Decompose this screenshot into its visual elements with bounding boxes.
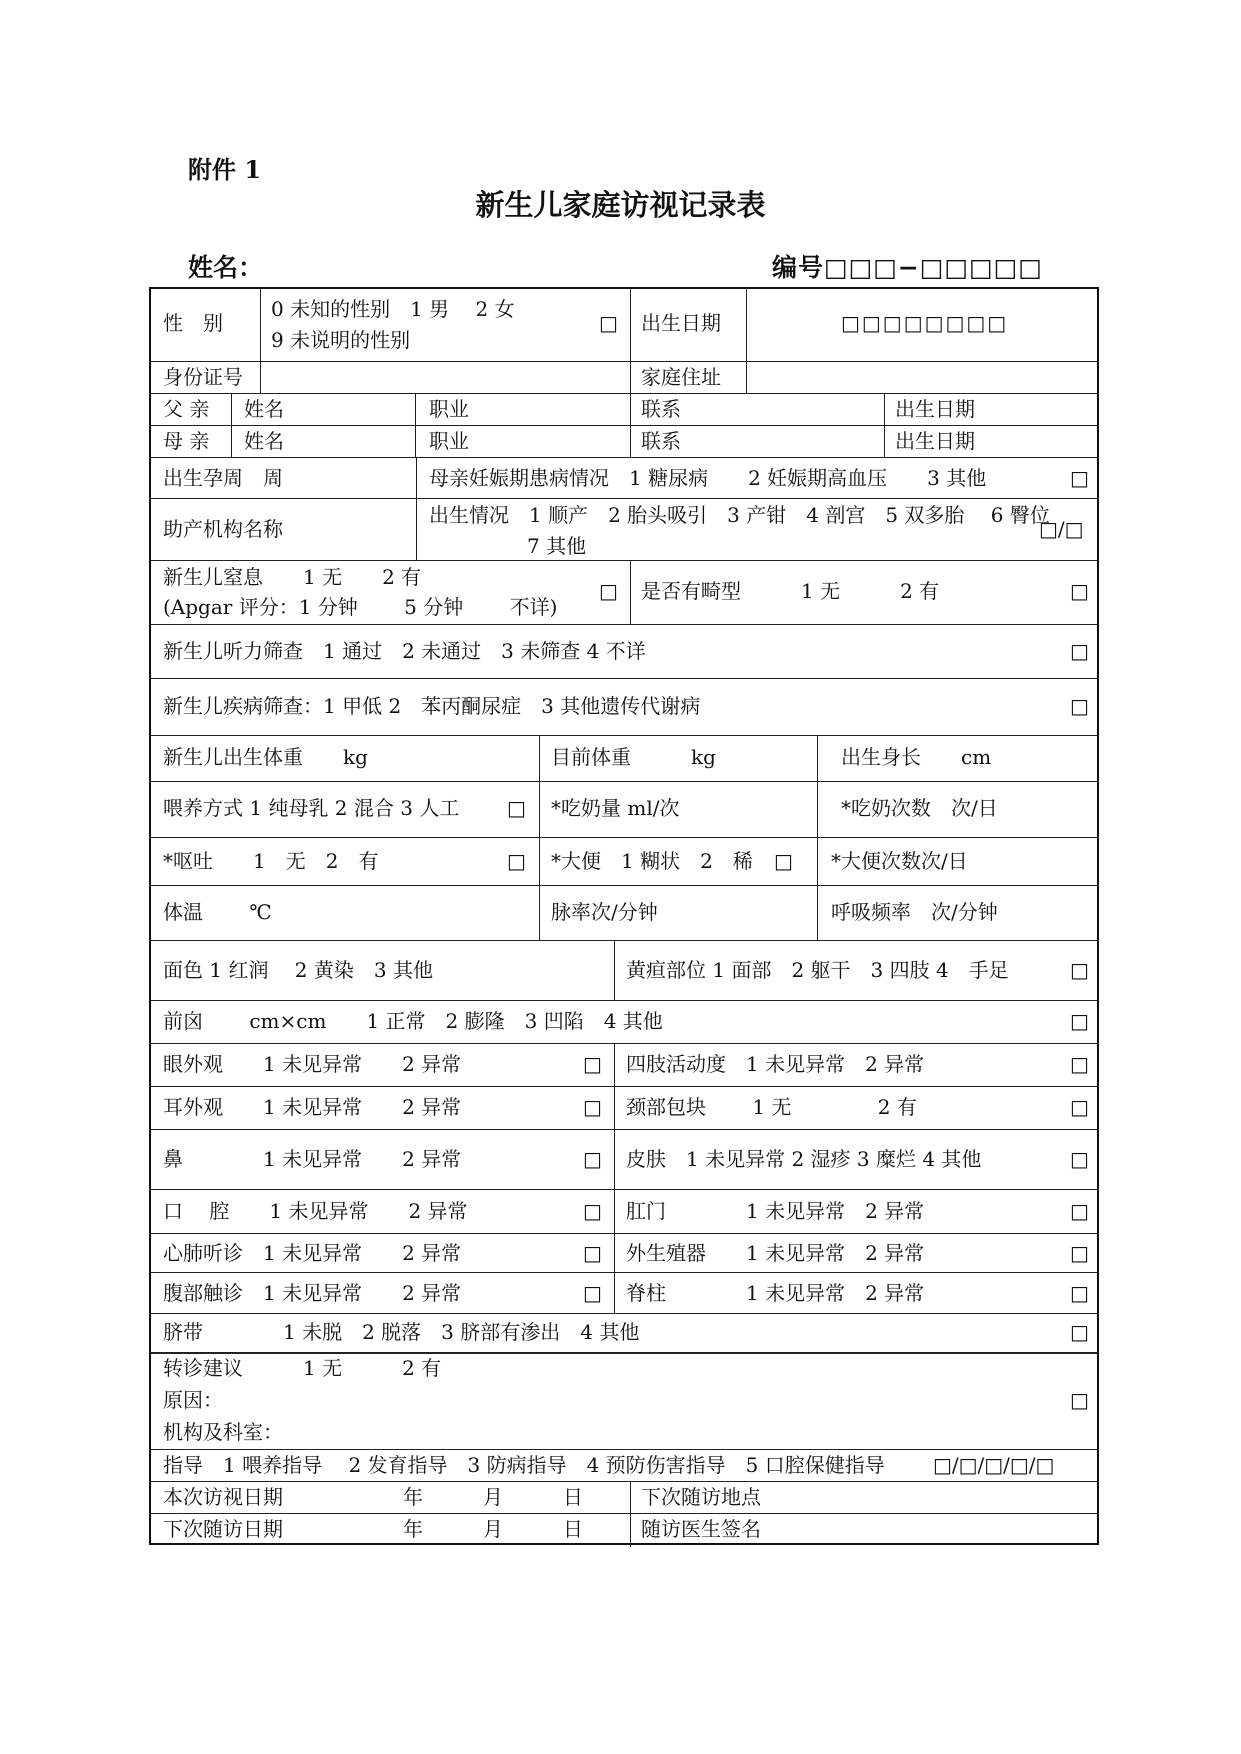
mother-contact-label: 联系 bbox=[641, 429, 681, 453]
heart-lung-label: 心肺听诊 1 未见异常 2 异常 bbox=[163, 1241, 462, 1265]
col-divider bbox=[630, 393, 631, 457]
serial-number: 编号□□□−□□□□□ bbox=[772, 253, 1043, 282]
skin-label: 皮肤 1 未见异常 2 湿疹 3 糜烂 4 其他 bbox=[626, 1147, 982, 1171]
col-divider bbox=[415, 393, 416, 457]
row-divider bbox=[151, 837, 1097, 838]
next-visit-date-label: 下次随访日期 年 月 日 bbox=[163, 1517, 583, 1541]
row-divider bbox=[151, 1513, 1097, 1514]
row-divider bbox=[151, 1129, 1097, 1130]
gender-checkbox[interactable]: □ bbox=[599, 311, 618, 335]
father-contact-label: 联系 bbox=[641, 397, 681, 421]
skin-checkbox[interactable]: □ bbox=[1070, 1147, 1089, 1171]
row-divider bbox=[151, 1481, 1097, 1482]
mother-label: 母 亲 bbox=[163, 429, 210, 453]
father-job-label: 职业 bbox=[429, 397, 469, 421]
mother-illness-label: 母亲妊娠期患病情况 1 糖尿病 2 妊娠期高血压 3 其他 bbox=[429, 466, 987, 490]
asphyxia-checkbox[interactable]: □ bbox=[599, 579, 618, 603]
heart-lung-checkbox[interactable]: □ bbox=[583, 1241, 602, 1265]
home-address-label: 家庭住址 bbox=[641, 365, 721, 389]
row-divider bbox=[151, 1272, 1097, 1273]
row-divider bbox=[151, 1086, 1097, 1087]
referral-label: 转诊建议 1 无 2 有 bbox=[163, 1356, 442, 1380]
feeding-method-checkbox[interactable]: □ bbox=[507, 796, 526, 820]
referral-checkbox[interactable]: □ bbox=[1070, 1388, 1089, 1412]
col-divider bbox=[630, 289, 631, 393]
mother-name-label: 姓名 bbox=[244, 429, 284, 453]
row-divider bbox=[151, 1233, 1097, 1234]
referral-institution-label: 机构及科室： bbox=[163, 1420, 283, 1444]
gender-options: 9 未说明的性别 bbox=[271, 328, 411, 352]
eye-checkbox[interactable]: □ bbox=[583, 1052, 602, 1076]
visit-record-form bbox=[149, 287, 1099, 1545]
doctor-signature-label: 随访医生签名 bbox=[641, 1517, 761, 1541]
anus-label: 肛门 1 未见异常 2 异常 bbox=[626, 1199, 925, 1223]
row-divider bbox=[151, 361, 1097, 362]
vomit-label: *呕吐 1 无 2 有 bbox=[163, 849, 379, 873]
jaundice-checkbox[interactable]: □ bbox=[1070, 958, 1089, 982]
col-divider bbox=[630, 560, 631, 624]
name-label: 姓名： bbox=[188, 253, 264, 282]
pulse-label: 脉率次/分钟 bbox=[551, 900, 658, 924]
row-divider bbox=[151, 781, 1097, 782]
stool-times-label: *大便次数次/日 bbox=[831, 849, 968, 873]
temperature-label: 体温 ℃ bbox=[163, 900, 272, 924]
neck-mass-checkbox[interactable]: □ bbox=[1070, 1095, 1089, 1119]
col-divider bbox=[630, 1481, 631, 1547]
disease-screening-label: 新生儿疾病筛查：1 甲低 2 苯丙酮尿症 3 其他遗传代谢病 bbox=[163, 694, 701, 718]
genitals-label: 外生殖器 1 未见异常 2 异常 bbox=[626, 1241, 925, 1265]
row-divider bbox=[151, 1449, 1097, 1450]
row-divider bbox=[151, 1352, 1097, 1354]
asphyxia-label: 新生儿窒息 1 无 2 有 bbox=[163, 565, 422, 589]
row-divider bbox=[151, 498, 1097, 499]
guidance-label: 指导 1 喂养指导 2 发育指导 3 防病指导 4 预防伤害指导 5 口腔保健指导 bbox=[163, 1453, 885, 1477]
jaundice-label: 黄疸部位 1 面部 2 躯干 3 四肢 4 手足 bbox=[626, 958, 1009, 982]
gender-options: 0 未知的性别 1 男 2 女 bbox=[271, 297, 515, 321]
guidance-checkboxes[interactable]: □/□/□/□/□ bbox=[933, 1453, 1055, 1477]
row-divider bbox=[151, 393, 1097, 394]
row-divider bbox=[151, 560, 1097, 561]
father-label: 父 亲 bbox=[163, 397, 210, 421]
spine-label: 脊柱 1 未见异常 2 异常 bbox=[626, 1281, 925, 1305]
visit-date-label: 本次访视日期 年 月 日 bbox=[163, 1485, 583, 1509]
gestational-week-label: 出生孕周 周 bbox=[163, 466, 283, 490]
row-divider bbox=[151, 678, 1097, 679]
fontanelle-checkbox[interactable]: □ bbox=[1070, 1009, 1089, 1033]
row-divider bbox=[151, 940, 1097, 941]
row-divider bbox=[151, 885, 1097, 886]
limb-activity-checkbox[interactable]: □ bbox=[1070, 1052, 1089, 1076]
apgar-score-label: (Apgar 评分：1 分钟 5 分钟 不详) bbox=[163, 595, 558, 619]
birth-weight-label: 新生儿出生体重 kg bbox=[163, 745, 368, 769]
col-divider bbox=[817, 735, 818, 940]
oral-cavity-checkbox[interactable]: □ bbox=[583, 1199, 602, 1223]
gender-label: 性 别 bbox=[163, 311, 223, 335]
fontanelle-label: 前囟 cm×cm 1 正常 2 膨隆 3 凹陷 4 其他 bbox=[163, 1009, 663, 1033]
deformity-checkbox[interactable]: □ bbox=[1070, 579, 1089, 603]
col-divider bbox=[260, 289, 261, 393]
deformity-label: 是否有畸型 1 无 2 有 bbox=[641, 579, 940, 603]
form-title: 新生儿家庭访视记录表 bbox=[475, 188, 766, 222]
disease-screening-checkbox[interactable]: □ bbox=[1070, 694, 1089, 718]
row-divider bbox=[151, 457, 1097, 458]
row-divider bbox=[151, 624, 1097, 625]
hearing-screening-checkbox[interactable]: □ bbox=[1070, 639, 1089, 663]
next-visit-place-label: 下次随访地点 bbox=[641, 1485, 761, 1509]
col-divider bbox=[416, 457, 417, 560]
respiration-label: 呼吸频率 次/分钟 bbox=[831, 900, 998, 924]
birth-situation-label: 7 其他 bbox=[527, 534, 587, 558]
id-number-label: 身份证号 bbox=[163, 365, 243, 389]
complexion-label: 面色 1 红润 2 黄染 3 其他 bbox=[163, 958, 433, 982]
birth-situation-label: 出生情况 1 顺产 2 胎头吸引 3 产钳 4 剖宫 5 双多胎 6 臀位 bbox=[429, 503, 1050, 527]
milk-times-label: *吃奶次数 次/日 bbox=[841, 796, 998, 820]
current-weight-label: 目前体重 kg bbox=[551, 745, 716, 769]
row-divider bbox=[151, 1189, 1097, 1190]
nose-label: 鼻 1 未见异常 2 异常 bbox=[163, 1147, 462, 1171]
umbilical-cord-label: 脐带 1 未脱 2 脱落 3 脐部有渗出 4 其他 bbox=[163, 1320, 640, 1344]
col-divider bbox=[884, 393, 885, 457]
birth-situation-checkbox[interactable]: □/□ bbox=[1039, 517, 1084, 541]
eye-appearance-label: 眼外观 1 未见异常 2 异常 bbox=[163, 1052, 462, 1076]
spine-checkbox[interactable]: □ bbox=[1070, 1281, 1089, 1305]
birthdate-label: 出生日期 bbox=[641, 311, 721, 335]
col-divider bbox=[614, 940, 615, 1000]
mother-illness-checkbox[interactable]: □ bbox=[1070, 466, 1089, 490]
row-divider bbox=[151, 1000, 1097, 1001]
abdomen-label: 腹部触诊 1 未见异常 2 异常 bbox=[163, 1281, 462, 1305]
col-divider bbox=[614, 1043, 615, 1313]
ear-appearance-label: 耳外观 1 未见异常 2 异常 bbox=[163, 1095, 462, 1119]
attachment-label: 附件 1 bbox=[188, 155, 262, 184]
ear-checkbox[interactable]: □ bbox=[583, 1095, 602, 1119]
oral-cavity-label: 口 腔 1 未见异常 2 异常 bbox=[163, 1199, 468, 1223]
genitals-checkbox[interactable]: □ bbox=[1070, 1241, 1089, 1265]
mother-birthdate-label: 出生日期 bbox=[895, 429, 975, 453]
col-divider bbox=[231, 393, 232, 457]
birth-length-label: 出生身长 cm bbox=[841, 745, 992, 769]
hospital-name-label: 助产机构名称 bbox=[163, 517, 283, 541]
col-divider bbox=[746, 289, 747, 393]
mother-job-label: 职业 bbox=[429, 429, 469, 453]
neck-mass-label: 颈部包块 1 无 2 有 bbox=[626, 1095, 917, 1119]
milk-amount-label: *吃奶量 ml/次 bbox=[551, 796, 680, 820]
birthdate-boxes[interactable]: □□□□□□□□ bbox=[841, 311, 1009, 335]
row-divider bbox=[151, 1043, 1097, 1044]
hearing-screening-label: 新生儿听力筛查 1 通过 2 未通过 3 未筛查 4 不详 bbox=[163, 639, 646, 663]
stool-label: *大便 1 糊状 2 稀 bbox=[551, 849, 753, 873]
row-divider bbox=[151, 735, 1097, 736]
row-divider bbox=[151, 425, 1097, 426]
row-divider bbox=[151, 1313, 1097, 1314]
col-divider bbox=[539, 735, 540, 940]
father-birthdate-label: 出生日期 bbox=[895, 397, 975, 421]
abdomen-checkbox[interactable]: □ bbox=[583, 1281, 602, 1305]
umbilical-cord-checkbox[interactable]: □ bbox=[1070, 1320, 1089, 1344]
father-name-label: 姓名 bbox=[244, 397, 284, 421]
feeding-method-label: 喂养方式 1 纯母乳 2 混合 3 人工 bbox=[163, 796, 460, 820]
vomit-checkbox[interactable]: □ bbox=[507, 849, 526, 873]
nose-checkbox[interactable]: □ bbox=[583, 1147, 602, 1171]
referral-reason-label: 原因： bbox=[163, 1388, 223, 1412]
anus-checkbox[interactable]: □ bbox=[1070, 1199, 1089, 1223]
limb-activity-label: 四肢活动度 1 未见异常 2 异常 bbox=[626, 1052, 925, 1076]
stool-checkbox[interactable]: □ bbox=[774, 849, 793, 873]
